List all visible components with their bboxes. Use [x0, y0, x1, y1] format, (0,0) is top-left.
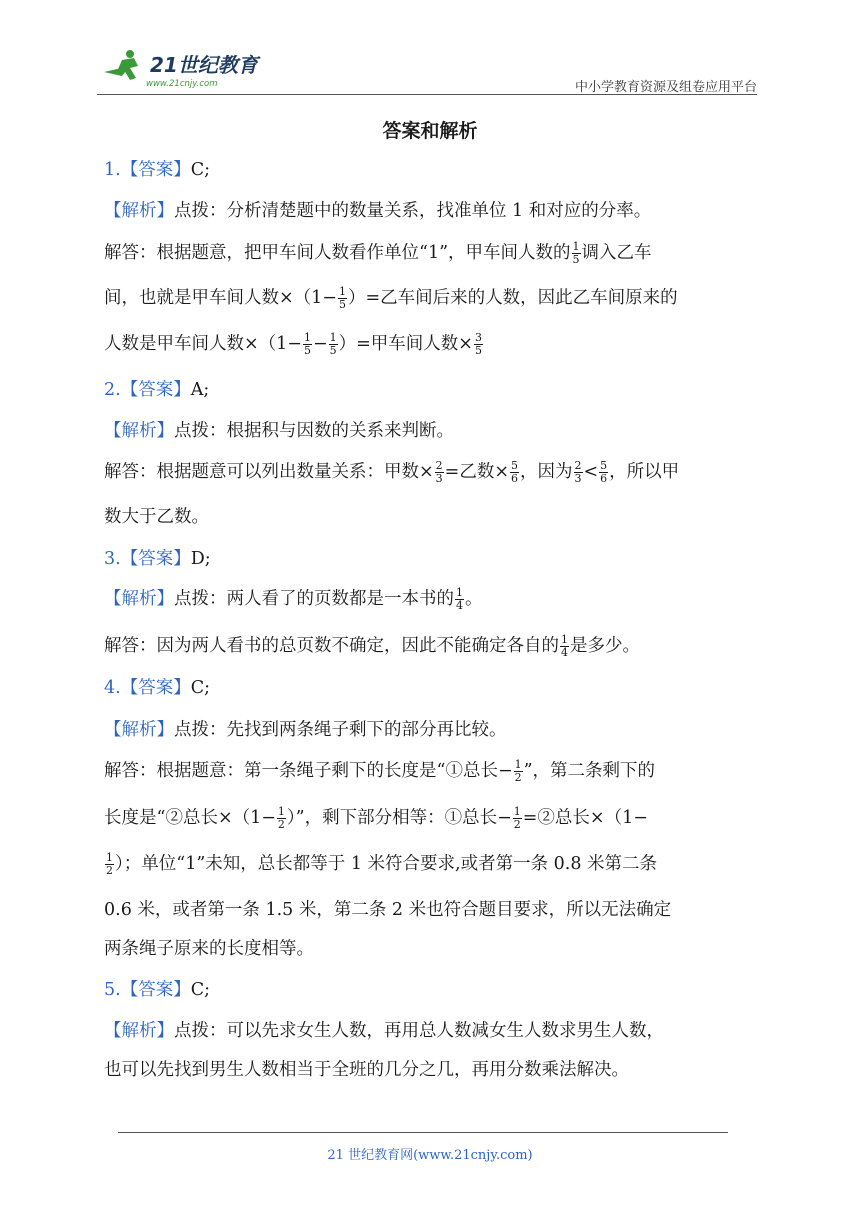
footer-divider [118, 1132, 728, 1133]
q4-solution-line-2 [104, 806, 648, 831]
q2-sol-text: 解答：根据题意可以列出数量关系：甲数× [104, 462, 434, 482]
fraction: $\frac{2}{3}$ [574, 459, 582, 485]
q4-solution-line-3 [104, 852, 657, 877]
q4-sol-text: 长度是“②总长×（1− [104, 808, 276, 828]
q5-answer-tag: 【答案】 [120, 980, 191, 1000]
fraction: $\frac{1}{2}$ [514, 758, 522, 784]
q2-analysis-tag: 【解析】 [104, 421, 174, 441]
fraction: $\frac{1}{5}$ [329, 331, 337, 357]
q1-solution-line-1 [104, 241, 652, 266]
q5-hint-line-1 [104, 1019, 664, 1043]
fraction: $\frac{1}{2}$ [277, 805, 285, 831]
q3-answer: D; [190, 549, 211, 569]
q2-sol-text: < [583, 462, 599, 482]
q4-answer-tag: 【答案】 [120, 678, 191, 698]
q4-answer: C; [190, 678, 210, 698]
q1-sol-text: 人数是甲车间人数×（1− [104, 334, 302, 354]
q1-sol-text: 间，也就是甲车间人数×（1− [104, 288, 337, 308]
site-logo [100, 46, 265, 90]
q4-solution-line-1 [104, 759, 655, 784]
q4-sol-text: 解答：根据题意：第一条绳子剩下的长度是“①总长− [104, 761, 513, 781]
q1-sol-text: − [312, 334, 328, 354]
q3-sol-text: 是多少。 [570, 636, 640, 656]
q4-analysis-tag: 【解析】 [104, 720, 174, 740]
q5-answer: C; [190, 980, 210, 1000]
q2-solution-line-2: 数大于乙数。 [104, 507, 209, 527]
q3-solution-line [104, 634, 640, 659]
q1-hint-line [104, 199, 651, 223]
logo-url: www.21cnjy.com [146, 79, 218, 89]
page-title: 答案和解析 [382, 120, 478, 142]
footer-link[interactable]: 21 世纪教育网(www.21cnjy.com) [327, 1148, 533, 1163]
q1-answer: C; [190, 160, 210, 180]
q4-sol-text: ）；单位“1”未知，总长都等于 1 米符合要求,或者第一条 0.8 米第二条 [115, 854, 658, 874]
q3-hint-text: 点拨：两人看了的页数都是一本书的 [174, 589, 454, 609]
q1-sol-text: ）=甲车间人数× [338, 334, 473, 354]
q4-number: 4. [104, 678, 121, 698]
q2-answer: A; [190, 380, 210, 400]
q5-number: 5. [104, 980, 121, 1000]
q2-answer-tag: 【答案】 [120, 380, 191, 400]
fraction: $\frac{2}{3}$ [435, 459, 443, 485]
q4-answer-line [104, 676, 210, 700]
q2-hint: 点拨：根据积与因数的关系来判断。 [174, 421, 454, 441]
q3-hint-line [104, 587, 483, 612]
q3-hint-text: 。 [465, 589, 483, 609]
q1-answer-tag: 【答案】 [120, 160, 191, 180]
header-divider [97, 94, 757, 95]
q2-sol-text: =乙数× [444, 462, 509, 482]
platform-name: 中小学教育资源及组卷应用平台 [574, 80, 757, 95]
q2-sol-text: ，所以甲 [609, 462, 680, 482]
fraction: $\frac{1}{2}$ [106, 851, 113, 877]
q4-hint: 点拨：先找到两条绳子剩下的部分再比较。 [174, 720, 507, 740]
q4-sol-text: =②总长×（1− [522, 808, 648, 828]
q1-sol-text: ）=乙车间后来的人数，因此乙车间原来的 [347, 288, 678, 308]
q2-number: 2. [104, 380, 121, 400]
q3-number: 3. [104, 549, 121, 569]
q1-analysis-tag: 【解析】 [104, 201, 174, 221]
q1-hint: 点拨：分析清楚题中的数量关系，找准单位 1 和对应的分率。 [174, 201, 652, 221]
q4-solution-line-5: 两条绳子原来的长度相等。 [104, 939, 314, 959]
q2-sol-text: ，因为 [520, 462, 573, 482]
q3-answer-tag: 【答案】 [120, 549, 191, 569]
q4-sol-text: ”，第二条剩下的 [523, 761, 656, 781]
q2-solution-line-1 [104, 460, 679, 485]
fraction: $\frac{5}{6}$ [600, 459, 608, 485]
fraction: $\frac{1}{4}$ [561, 633, 568, 659]
q4-hint-line [104, 718, 507, 742]
logo-text: 21世纪教育 [150, 53, 258, 77]
q1-number: 1. [104, 160, 121, 180]
fraction: $\frac{1}{4}$ [456, 586, 463, 612]
q2-answer-line [104, 378, 209, 402]
q4-solution-line-4: 0.6 米，或者第一条 1.5 米，第二条 2 米也符合题目要求，所以无法确定 [104, 900, 672, 920]
q1-solution-line-3 [104, 332, 484, 357]
fraction: $\frac{1}{2}$ [513, 805, 521, 831]
q3-sol-text: 解答：因为两人看书的总页数不确定，因此不能确定各自的 [104, 636, 559, 656]
q3-answer-line [104, 547, 211, 571]
q3-analysis-tag: 【解析】 [104, 589, 174, 609]
q5-answer-line [104, 978, 210, 1002]
q1-answer-line [104, 158, 210, 182]
q1-solution-line-2 [104, 286, 678, 311]
q5-hint: 点拨：可以先求女生人数，再用总人数减女生人数求男生人数， [174, 1021, 664, 1041]
fraction: $\frac{1}{5}$ [338, 285, 346, 311]
q2-hint-line [104, 419, 454, 443]
fraction: $\frac{1}{5}$ [572, 240, 580, 266]
fraction: $\frac{5}{6}$ [511, 459, 518, 485]
q1-sol-text: 调入乙车 [581, 243, 652, 263]
q5-analysis-tag: 【解析】 [104, 1021, 174, 1041]
fraction: $\frac{1}{5}$ [303, 331, 311, 357]
q5-hint-line-2: 也可以先找到男生人数相当于全班的几分之几，再用分数乘法解决。 [104, 1060, 629, 1080]
q4-sol-text: ）”，剩下部分相等：①总长− [286, 808, 512, 828]
fraction: $\frac{3}{5}$ [474, 331, 482, 357]
q1-sol-text: 解答：根据题意，把甲车间人数看作单位“1”，甲车间人数的 [104, 243, 571, 263]
